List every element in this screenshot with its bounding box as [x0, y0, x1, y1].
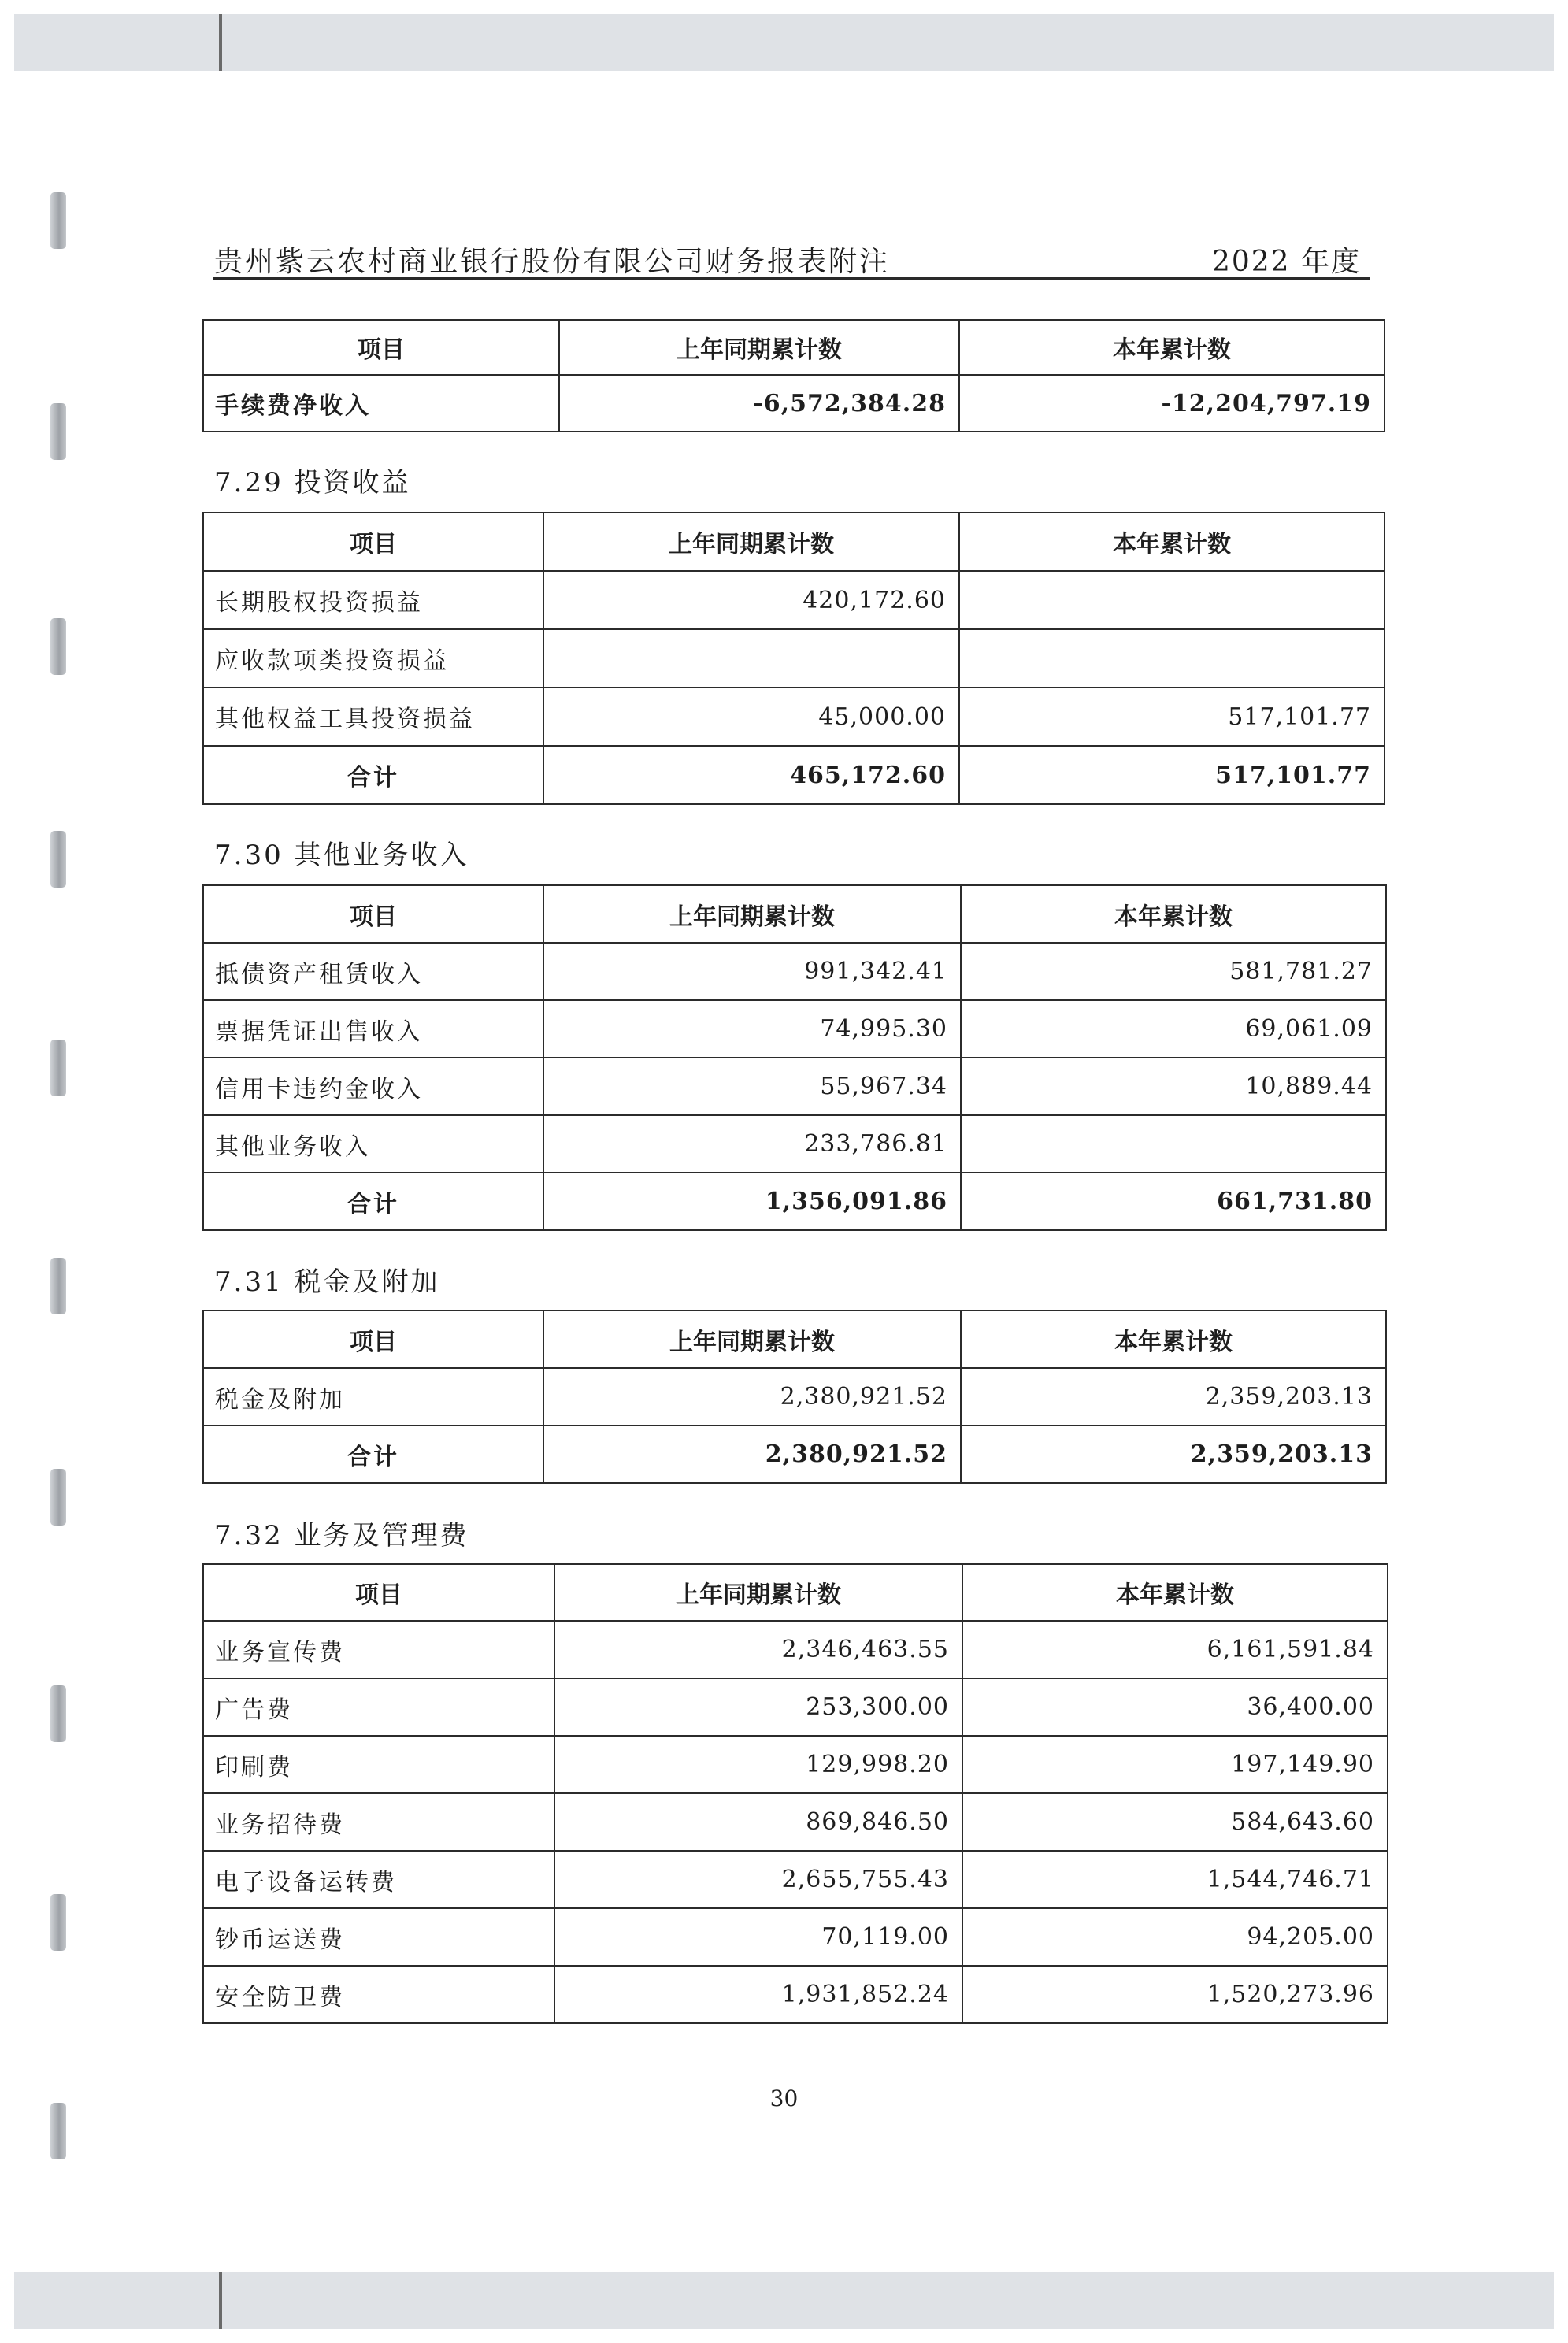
binding-mark-top: [219, 14, 222, 71]
row-label: 票据凭证出售收入: [203, 1000, 543, 1058]
page-header: [213, 236, 1370, 280]
section-title-7-29: 7.29 投资收益: [214, 467, 411, 499]
total-curr-value: 661,731.80: [961, 1173, 1386, 1230]
table-row: [203, 1793, 1388, 1851]
table-row: [203, 1678, 1388, 1736]
table-row: [203, 1000, 1386, 1058]
punch-hole: [50, 403, 66, 460]
prev-value: 45,000.00: [543, 688, 959, 746]
prev-value: 2,380,921.52: [543, 1368, 961, 1425]
total-row: [203, 746, 1385, 804]
page-number: 30: [769, 2085, 799, 2111]
total-prev-value: 465,172.60: [543, 746, 959, 804]
curr-value: [961, 1115, 1386, 1173]
report-title: 贵州紫云农村商业银行股份有限公司财务报表附注: [214, 246, 891, 278]
curr-value: -12,204,797.19: [959, 375, 1385, 432]
table-row: [203, 1115, 1386, 1173]
table-row: [203, 943, 1386, 1000]
col-header-curr: 本年累计数: [962, 1564, 1388, 1621]
prev-value: [543, 629, 959, 688]
curr-value: 94,205.00: [962, 1908, 1388, 1966]
punch-hole: [50, 1685, 66, 1742]
col-header-prev: 上年同期累计数: [559, 320, 959, 375]
curr-value: 584,643.60: [962, 1793, 1388, 1851]
table-row: [203, 1621, 1388, 1678]
total-row: [203, 1173, 1386, 1230]
row-label: 广告费: [203, 1678, 554, 1736]
punch-hole: [50, 618, 66, 675]
curr-value: 6,161,591.84: [962, 1621, 1388, 1678]
section-title-7-31: 7.31 税金及附加: [214, 1266, 440, 1298]
prev-value: 129,998.20: [554, 1736, 962, 1793]
prev-value: 74,995.30: [543, 1000, 961, 1058]
prev-value: 55,967.34: [543, 1058, 961, 1115]
row-label: 抵债资产租赁收入: [203, 943, 543, 1000]
row-label: 安全防卫费: [203, 1966, 554, 2023]
punch-hole: [50, 1040, 66, 1096]
prev-value: 233,786.81: [543, 1115, 961, 1173]
total-prev-value: 2,380,921.52: [543, 1425, 961, 1483]
col-header-prev: 上年同期累计数: [543, 513, 959, 571]
row-label: 其他权益工具投资损益: [203, 688, 543, 746]
curr-value: 581,781.27: [961, 943, 1386, 1000]
row-label: 手续费净收入: [203, 375, 559, 432]
table-row: [203, 1908, 1388, 1966]
col-header-item: 项目: [203, 1311, 543, 1368]
table-row: [203, 1058, 1386, 1115]
row-label: 电子设备运转费: [203, 1851, 554, 1908]
section-title-7-32: 7.32 业务及管理费: [214, 1520, 469, 1551]
total-prev-value: 1,356,091.86: [543, 1173, 961, 1230]
binding-mark-bottom: [219, 2272, 222, 2329]
curr-value: 69,061.09: [961, 1000, 1386, 1058]
row-label: 印刷费: [203, 1736, 554, 1793]
prev-value: -6,572,384.28: [559, 375, 959, 432]
prev-value: 70,119.00: [554, 1908, 962, 1966]
row-label: 税金及附加: [203, 1368, 543, 1425]
section-title-7-30: 7.30 其他业务收入: [214, 840, 469, 871]
row-label: 业务招待费: [203, 1793, 554, 1851]
row-label: 其他业务收入: [203, 1115, 543, 1173]
col-header-item: 项目: [203, 320, 559, 375]
scan-border-top: [14, 14, 1554, 71]
col-header-curr: 本年累计数: [959, 320, 1385, 375]
curr-value: 197,149.90: [962, 1736, 1388, 1793]
punch-hole: [50, 1469, 66, 1526]
table-row: [203, 1851, 1388, 1908]
punch-hole: [50, 192, 66, 249]
col-header-curr: 本年累计数: [959, 513, 1385, 571]
prev-value: 1,931,852.24: [554, 1966, 962, 2023]
row-label: 长期股权投资损益: [203, 571, 543, 629]
taxes-surcharges-table: [202, 1310, 1387, 1484]
table-row: [203, 1736, 1388, 1793]
col-header-prev: 上年同期累计数: [554, 1564, 962, 1621]
investment-income-table: [202, 512, 1385, 805]
total-curr-value: 2,359,203.13: [961, 1425, 1386, 1483]
col-header-item: 项目: [203, 885, 543, 943]
total-label: 合计: [203, 1425, 543, 1483]
col-header-item: 项目: [203, 513, 543, 571]
curr-value: 1,544,746.71: [962, 1851, 1388, 1908]
scan-border-bottom: [14, 2272, 1554, 2329]
prev-value: 2,346,463.55: [554, 1621, 962, 1678]
table-row: [203, 571, 1385, 629]
prev-value: 991,342.41: [543, 943, 961, 1000]
curr-value: 517,101.77: [959, 688, 1385, 746]
table-row: [203, 1368, 1386, 1425]
table-row: [203, 688, 1385, 746]
table-row: [203, 629, 1385, 688]
curr-value: 1,520,273.96: [962, 1966, 1388, 2023]
col-header-item: 项目: [203, 1564, 554, 1621]
col-header-curr: 本年累计数: [961, 885, 1386, 943]
curr-value: 2,359,203.13: [961, 1368, 1386, 1425]
curr-value: [959, 629, 1385, 688]
punch-hole: [50, 1894, 66, 1951]
prev-value: 253,300.00: [554, 1678, 962, 1736]
prev-value: 2,655,755.43: [554, 1851, 962, 1908]
other-business-income-table: [202, 884, 1387, 1231]
fee-income-table: [202, 319, 1385, 432]
total-row: [203, 1425, 1386, 1483]
row-label: 业务宣传费: [203, 1621, 554, 1678]
report-year: 2022 年度: [1211, 246, 1361, 278]
curr-value: 36,400.00: [962, 1678, 1388, 1736]
col-header-prev: 上年同期累计数: [543, 1311, 961, 1368]
punch-hole: [50, 831, 66, 888]
admin-expenses-table: [202, 1563, 1388, 2024]
col-header-curr: 本年累计数: [961, 1311, 1386, 1368]
curr-value: 10,889.44: [961, 1058, 1386, 1115]
table-row: [203, 1966, 1388, 2023]
total-label: 合计: [203, 1173, 543, 1230]
prev-value: 420,172.60: [543, 571, 959, 629]
curr-value: [959, 571, 1385, 629]
row-label: 应收款项类投资损益: [203, 629, 543, 688]
punch-hole: [50, 1258, 66, 1314]
table-row: [203, 375, 1385, 432]
prev-value: 869,846.50: [554, 1793, 962, 1851]
row-label: 信用卡违约金收入: [203, 1058, 543, 1115]
total-curr-value: 517,101.77: [959, 746, 1385, 804]
col-header-prev: 上年同期累计数: [543, 885, 961, 943]
total-label: 合计: [203, 746, 543, 804]
row-label: 钞币运送费: [203, 1908, 554, 1966]
